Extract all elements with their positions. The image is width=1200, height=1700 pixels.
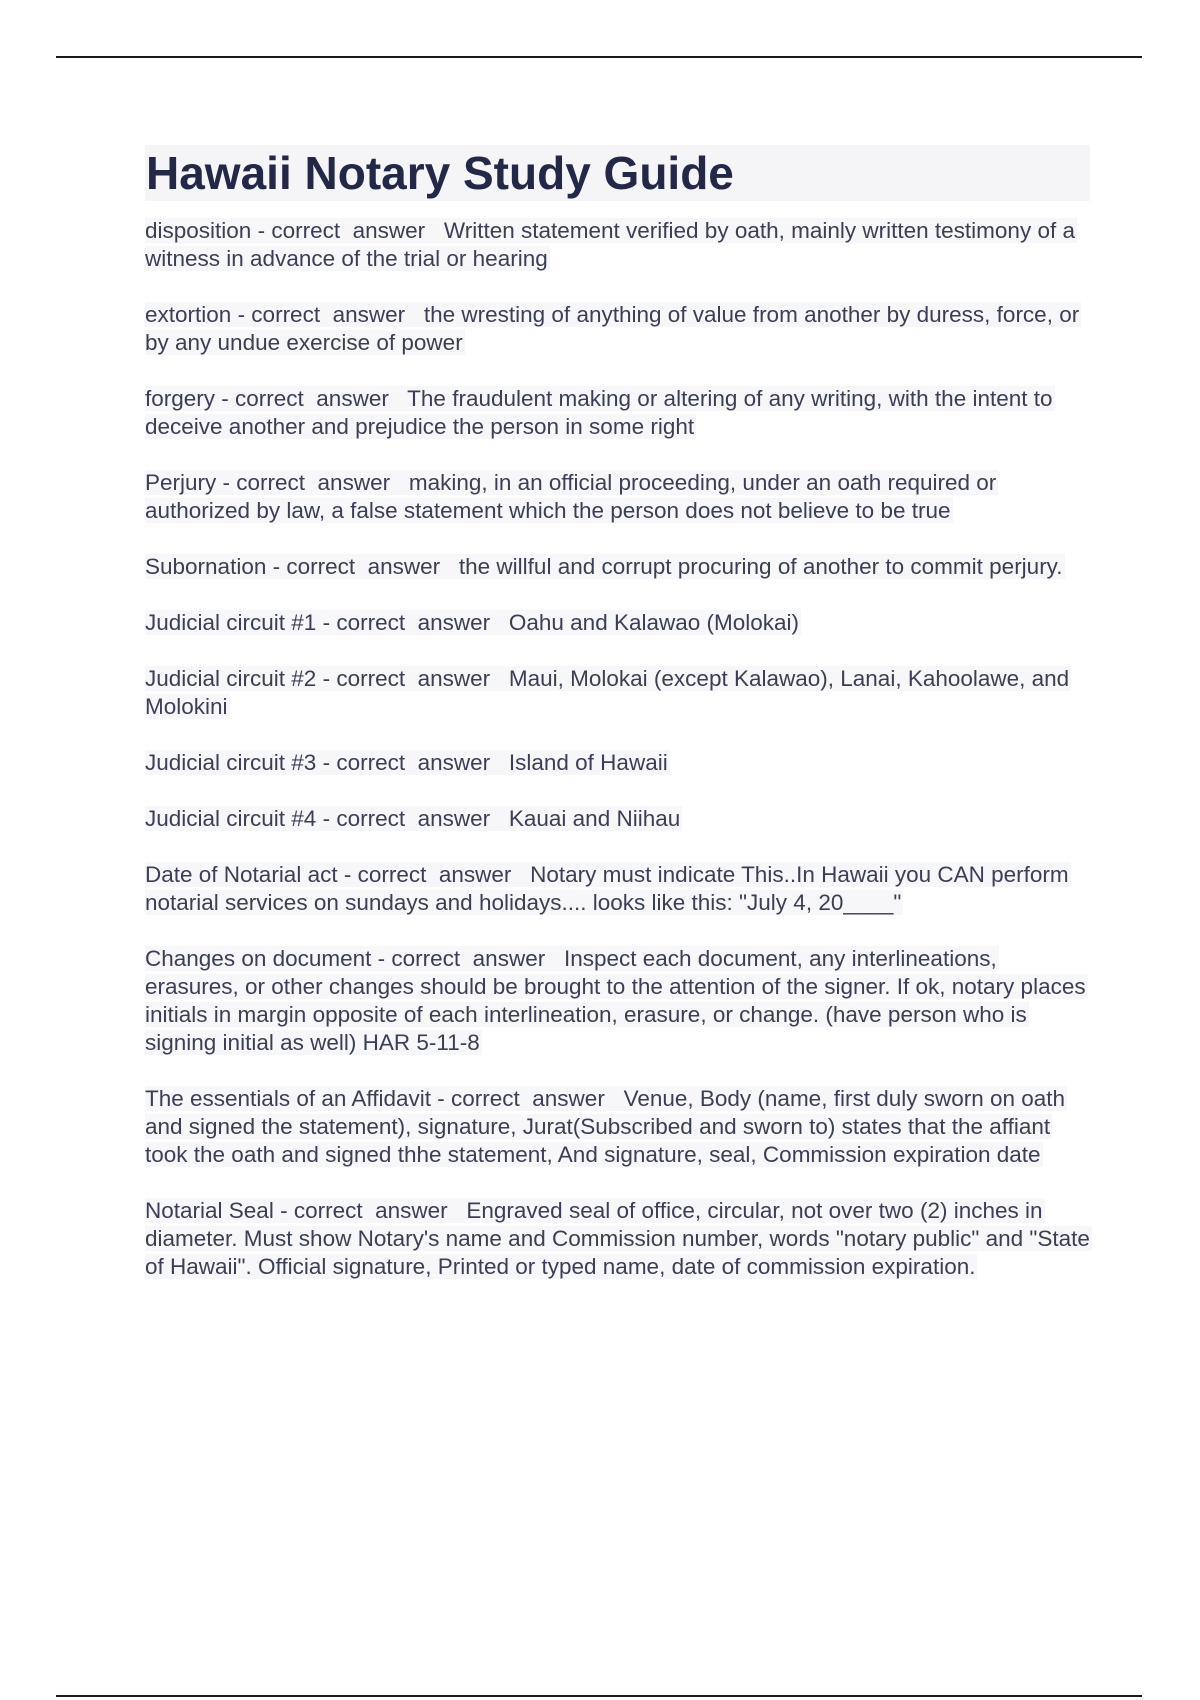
entry-definition: Oahu and Kalawao (Molokai) xyxy=(508,610,800,635)
list-item xyxy=(145,1197,1090,1281)
entry-definition: Island of Hawaii xyxy=(508,750,668,775)
entry-separator: - correct answer xyxy=(266,554,459,579)
entry-definition: Inspect each document, any interlineations, erasures, or other changes should be brought to the attention of the signer. If ok, notary places initials in margin opposite of each interlineation, erasure, or change. (have person who is signing initial as well) HAR 5-11-8 xyxy=(145,946,1086,1055)
list-item xyxy=(145,469,1090,525)
entry-definition: Maui, Molokai (except Kalawao), Lanai, Kahoolawe, and Molokini xyxy=(145,666,1070,719)
list-item xyxy=(145,385,1090,441)
document-body xyxy=(145,145,1090,1309)
entry-term: Judicial circuit #4 xyxy=(145,806,317,831)
list-item xyxy=(145,945,1090,1057)
entry-definition: making, in an official proceeding, under an oath required or authorized by law, a false statement which the person does not believe to be true xyxy=(145,470,997,523)
entry-separator: - correct answer xyxy=(316,666,509,691)
entry-term: Changes on document xyxy=(145,946,372,971)
entry-definition: Written statement verified by oath, mainly written testimony of a witness in advance of the trial or hearing xyxy=(145,218,1075,271)
entry-list xyxy=(145,217,1090,1281)
entry-separator: - correct answer xyxy=(316,806,509,831)
list-item xyxy=(145,749,1090,777)
entry-definition: the willful and corrupt procuring of another to commit perjury. xyxy=(458,554,1063,579)
entry-separator: - correct answer xyxy=(431,1086,624,1111)
entry-separator: - correct answer xyxy=(273,1198,467,1223)
list-item xyxy=(145,861,1090,917)
entry-term: Judicial circuit #3 xyxy=(145,750,317,775)
entry-term: forgery xyxy=(145,386,216,411)
entry-separator: - correct answer xyxy=(337,862,531,887)
entry-definition: the wresting of anything of value from another by duress, force, or by any undue exercise of power xyxy=(145,302,1080,355)
document-title: Hawaii Notary Study Guide xyxy=(145,145,1090,201)
list-item xyxy=(145,553,1090,581)
list-item xyxy=(145,217,1090,273)
list-item xyxy=(145,665,1090,721)
bottom-rule xyxy=(56,1695,1142,1697)
entry-separator: - correct answer xyxy=(215,386,408,411)
list-item xyxy=(145,805,1090,833)
top-rule xyxy=(56,56,1142,58)
entry-separator: - correct answer xyxy=(316,750,509,775)
entry-separator: - correct answer xyxy=(251,218,444,243)
entry-term: The essentials of an Affidavit xyxy=(145,1086,432,1111)
entry-term: Perjury xyxy=(145,470,217,495)
list-item xyxy=(145,301,1090,357)
entry-definition: Venue, Body (name, first duly sworn on oath and signed the statement), signature, Jurat(Subscribed and sworn to) states that the affiant took the oath and signed thhe statement, And signature, seal, Commission expiration date xyxy=(145,1086,1066,1167)
entry-term: Date of Notarial act xyxy=(145,862,338,887)
entry-term: extortion xyxy=(145,302,232,327)
entry-term: Subornation xyxy=(145,554,267,579)
entry-definition: Notary must indicate This..In Hawaii you CAN perform notarial services on sundays and holidays.... looks like this: "July 4, 20____" xyxy=(145,862,1069,915)
entry-separator: - correct answer xyxy=(371,946,564,971)
entry-term: Judicial circuit #1 xyxy=(145,610,317,635)
entry-separator: - correct answer xyxy=(216,470,409,495)
entry-definition: Kauai and Niihau xyxy=(508,806,681,831)
list-item xyxy=(145,609,1090,637)
entry-separator: - correct answer xyxy=(231,302,424,327)
list-item xyxy=(145,1085,1090,1169)
entry-separator: - correct answer xyxy=(316,610,509,635)
entry-term: disposition xyxy=(145,218,252,243)
entry-term: Notarial Seal xyxy=(145,1198,274,1223)
entry-definition: The fraudulent making or altering of any writing, with the intent to deceive another and prejudice the person in some right xyxy=(145,386,1053,439)
entry-term: Judicial circuit #2 xyxy=(145,666,317,691)
entry-definition: Engraved seal of office, circular, not over two (2) inches in diameter. Must show Notary's name and Commission number, words "notary public" and "State of Hawaii". Official signature, Printed or typed name, date of commission expiration. xyxy=(145,1198,1090,1279)
